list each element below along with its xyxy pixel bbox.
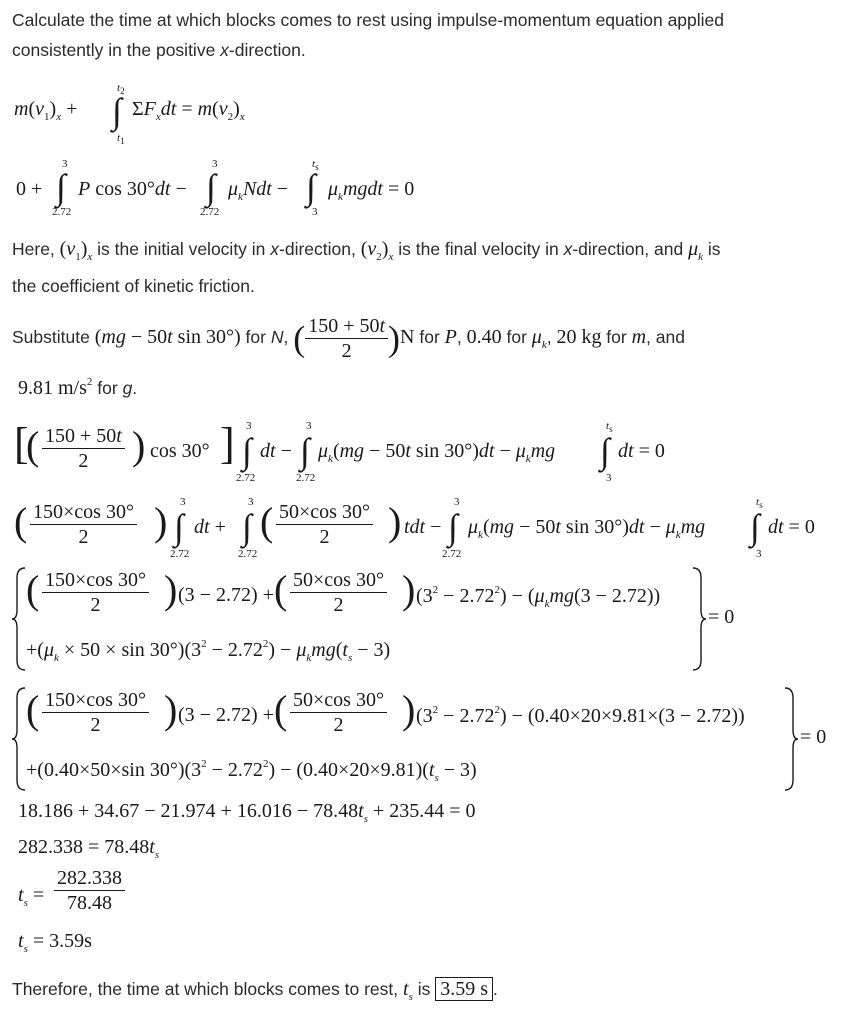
impulse-momentum-equation: $m(v_1)_x$ + ∫ $t_2$ $t_1$ $\Sigma F_xdt = m(v_2)_x$ <box>14 82 245 147</box>
conclusion: Therefore, the time at which blocks comes to rest, $t_s$ is 3.59 s . <box>12 978 498 1003</box>
expanded-impulse-equation: 0 + ∫ 3 2.72 P cos 30°dt − ∫ 3 2.72 $\mu_kNdt$ − ∫ $t_s$ 3 $\mu_kmgdt = 0$ <box>16 158 415 218</box>
here-line-2: the coefficient of kinetic friction. <box>12 276 255 296</box>
substitute-line-2: 9.81 $m/s^2$ for g. <box>18 376 138 399</box>
right-brace <box>784 686 798 792</box>
step-1-equation: [ ( $\frac{150 + 50t}{2}$ ) cos 30° ] 3 ∫ 2.72 dt − 3 ∫ 2.72 $\mu_k(mg - 50t$ $\sin 30^\circ)dt - \mu_kmg$ $t_s$ ∫ 3 dt = 0 <box>14 419 665 484</box>
step-8-equation: $t_s = 3.59s$ <box>18 930 92 955</box>
step-2-equation: ( $\frac{150\times\cos 30^\circ}{2}$ ) 3 ∫ 2.72 dt + 3 ∫ 2.72 ( $\frac{50\times\cos 30^\circ}{2}$ ) tdt − 3 ∫ 2.72 $\mu_k(mg - 50t$ $\sin 30^\circ)dt - \mu_kmg$ $t_s$ ∫ 3 dt = 0 <box>14 496 815 560</box>
step-3-equation: ( $\frac{150\times\cos 30^\circ}{2}$ ) (3 − 2.72) + ( $\frac{50\times\cos 30^\circ}{2}$ ) $(3^2 - 2.72^2) - (\mu_kmg(3 - 2.72))$ $+(\mu_k \times 50 \times \sin 30^\circ)(3^2 - 2.72^2) - \mu_kmg(t_s - 3)$ = 0 <box>12 566 752 676</box>
step-4-equation: ( $\frac{150\times\cos 30^\circ}{2}$ ) (3 − 2.72) + ( $\frac{50\times\cos 30^\circ}{2}$ ) $(3^2 - 2.72^2) - (0.40\times 20\times 9.81\times(3 - 2.72))$ +(0.40×50×sin $30^\circ)(3^2 - 2.72^2) - (0.40\times 20\times 9.81)(t_s - 3)$ = 0 <box>12 686 832 798</box>
left-brace <box>12 686 26 792</box>
intro-line-2: consistently in the positive x-direction. <box>12 40 306 60</box>
answer-box: 3.59 s <box>435 977 493 1001</box>
left-brace <box>12 566 26 672</box>
step-6-equation: $282.338 = 78.48t_s$ <box>18 836 160 861</box>
right-brace <box>692 566 706 672</box>
substitute-line-1: Substitute (mg − 50t sin 30°) for N, ( $\frac{150 + 50t}{2}$ )N for P, 0.40 for $\mu_k$, 20 kg for m, and <box>12 315 685 362</box>
step-5-equation: $18.186 + 34.67 - 21.974 + 16.016 - 78.48t_s + 235.44 = 0$ <box>18 800 476 825</box>
here-line-1: Here, $(v_1)_x$ is the initial velocity in x-direction, $(v_2)_x$ is the final velocity in x-direction, and $\mu_k$ is <box>12 238 721 263</box>
intro-line-1: Calculate the time at which blocks comes to rest using impulse-momentum equation applied <box>12 10 725 30</box>
